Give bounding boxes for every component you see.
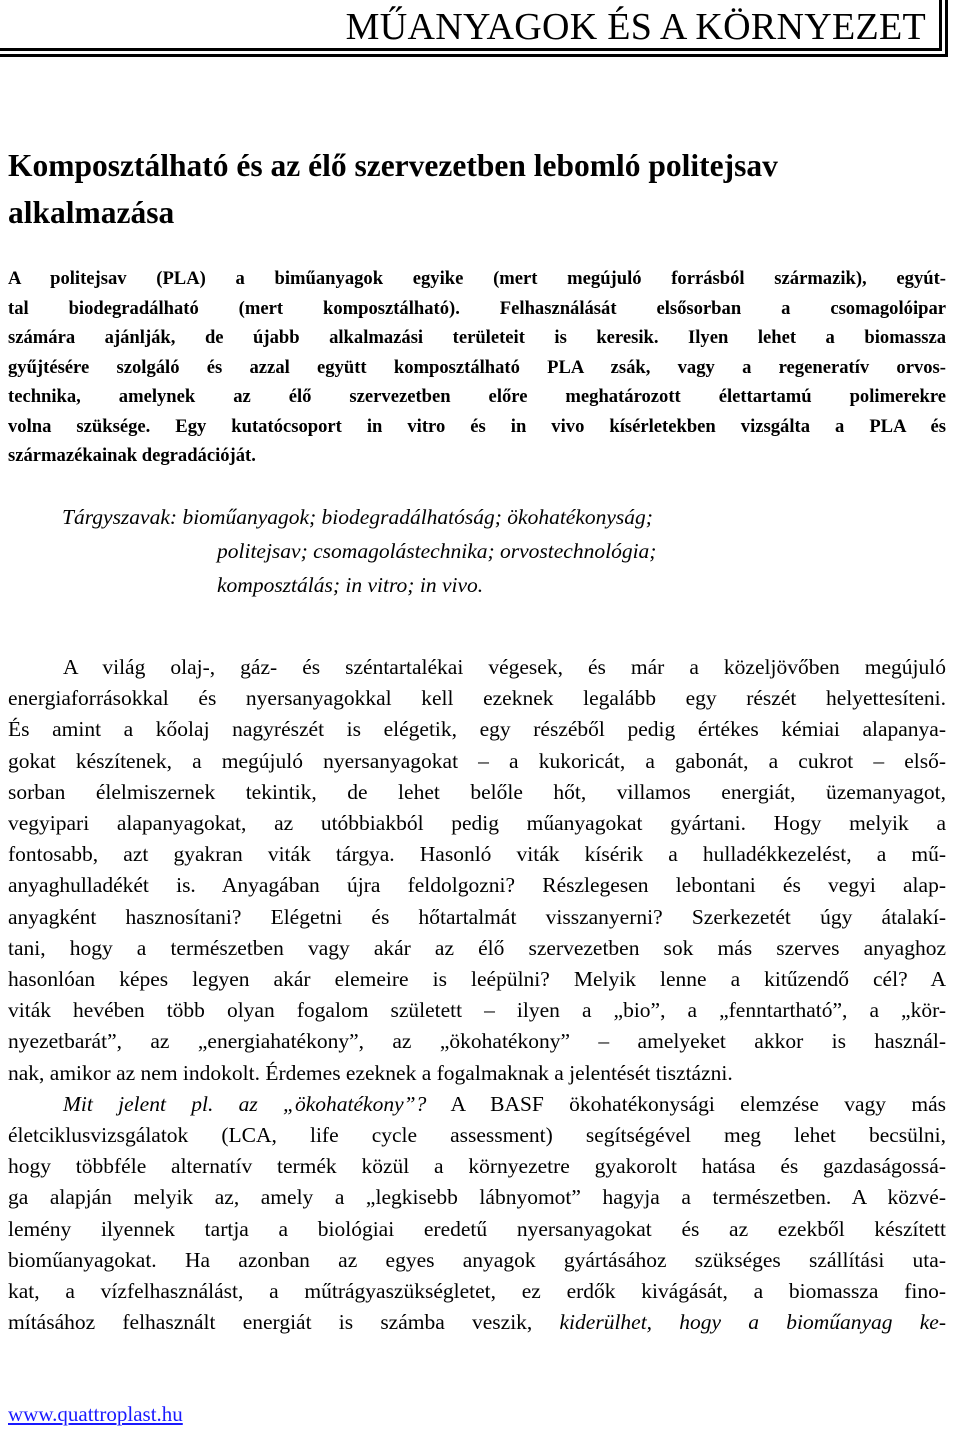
body-line: ga alapján melyik az, amely a „legkisebb lábnyomot” hagyja a természetben. A közvé-	[8, 1185, 946, 1210]
abstract	[8, 264, 946, 471]
abstract-line: számára ajánlják, de újabb alkalmazási területeit is keresik. Ilyen lehet a biomassza	[8, 327, 946, 348]
inline-question: Mit jelent pl. az „ökohatékony”?	[63, 1091, 427, 1116]
body-line	[8, 1307, 946, 1338]
body-line: energiaforrásokkal és nyersanyagokkal kell ezeknek legalább egy részét helyettesíteni.	[8, 686, 946, 711]
body-line: bioműanyagokat. Ha azonban az egyes anyagok gyártásához szükséges szállítási uta-	[8, 1247, 946, 1272]
body-text-run: A BASF ökohatékonysági elemzése vagy más	[426, 1091, 946, 1116]
body-line: lemény ilyennek tartja a biológiai eredetű nyersanyagokat és az ezekből készített	[8, 1216, 946, 1241]
body-line: gokat készítenek, a megújuló nyersanyagokat – a kukoricát, a gabonát, a cukrot – első-	[8, 748, 946, 773]
abstract-line: származékainak degradációját.	[8, 445, 256, 466]
body-line: nak, amikor az nem indokolt. Érdemes ezeknek a fogalmaknak a jelentését tisztázni.	[8, 1060, 733, 1085]
keywords	[62, 500, 942, 602]
body-line: hogy többféle alternatív termék közül a környezetre gyakorolt hatása és gazdaságossá-	[8, 1154, 946, 1179]
body-line	[8, 1089, 946, 1120]
abstract-line: gyűjtésére szolgáló és azzal együtt komposztálható PLA zsák, vagy a regeneratív orvos-	[8, 356, 946, 378]
keywords-label: Tárgyszavak:	[62, 505, 178, 529]
keywords-line: politejsav; csomagolástechnika; orvostechnológia;	[217, 539, 657, 563]
body-line: hasonlóan képes legyen akár elemeire is leépülni? Melyik lenne a kitűzendő cél? A	[8, 967, 946, 992]
body-line: kat, a vízfelhasználást, a műtrágyaszükségletet, ez erdők kivágását, a biomassza fino-	[8, 1279, 946, 1304]
abstract-line: tal biodegradálható (mert komposztálható). Felhasználását elsősorban a csomagolóipar	[8, 297, 946, 319]
body-text-run: mításához felhasznált energiát is számba veszik,	[8, 1310, 560, 1335]
body-text	[8, 652, 946, 1338]
body-line: vegyipari alapanyagokat, az utóbbiakból pedig műanyagokat gyártani. Hogy melyik a	[8, 811, 946, 836]
keywords-line: bioműanyagok; biodegradálhatóság; ökohatékonyság;	[182, 505, 653, 529]
abstract-line: volna szüksége. Egy kutatócsoport in vitro és in vivo kísérletekben vizsgálta a PLA és	[8, 415, 946, 437]
body-line: nyezetbarát”, az „energiahatékony”, az „ökohatékony” – amelyeket akkor is használ-	[8, 1029, 946, 1054]
article-title: Komposztálható és az élő szervezetben lebomló politejsav alkalmazása	[8, 148, 778, 230]
header-rule	[939, 0, 942, 50]
body-line: anyagként hasznosítani? Elégetni és hőtartalmát visszanyerni? Szerkezetét úgy átalakí-	[8, 904, 946, 929]
header-rule	[0, 54, 948, 57]
body-text-italic-run: kiderülhet, hogy a bioműanyag ke-	[559, 1310, 946, 1335]
keywords-line: komposztálás; in vitro; in vivo.	[217, 573, 484, 597]
header-rule	[945, 0, 948, 57]
page-header	[0, 0, 948, 55]
body-line: életciklusvizsgálatok (LCA, life cycle assessment) segítségével meg lehet becsülni,	[8, 1123, 946, 1148]
body-line: És amint a kőolaj nagyrészét is elégetik, egy részéből pedig értékes kémiai alapanya-	[8, 717, 946, 742]
body-line: anyaghulladékét is. Anyagában újra feldolgozni? Részlegesen lebontani és vegyi alap-	[8, 873, 946, 898]
abstract-line: technika, amelynek az élő szervezetben előre meghatározott élettartamú polimerekre	[8, 386, 946, 407]
footer-website-link[interactable]: www.quattroplast.hu	[8, 1402, 183, 1426]
body-line: viták hevében több olyan fogalom született – ilyen a „bio”, a „fenntartható”, a „kör-	[8, 998, 946, 1023]
header-rule	[0, 48, 942, 51]
body-line: A világ olaj-, gáz- és széntartalékai végesek, és már a közeljövőben megújuló	[63, 655, 946, 679]
body-line: sorban élelmiszernek tekintik, de lehet belőle hőt, villamos energiát, üzemanyagot,	[8, 779, 946, 804]
body-line: fontosabb, azt gyakran viták tárgya. Hasonló viták kísérik a hulladékkezelést, a mű-	[8, 842, 946, 867]
body-line: tani, hogy a természetben vagy akár az élő szervezetben sok más szerves anyaghoz	[8, 935, 946, 960]
abstract-line: A politejsav (PLA) a biműanyagok egyike (mert megújuló forrásból származik), egyút-	[8, 268, 946, 289]
header-title: MŰANYAGOK ÉS A KÖRNYEZET	[345, 6, 926, 48]
